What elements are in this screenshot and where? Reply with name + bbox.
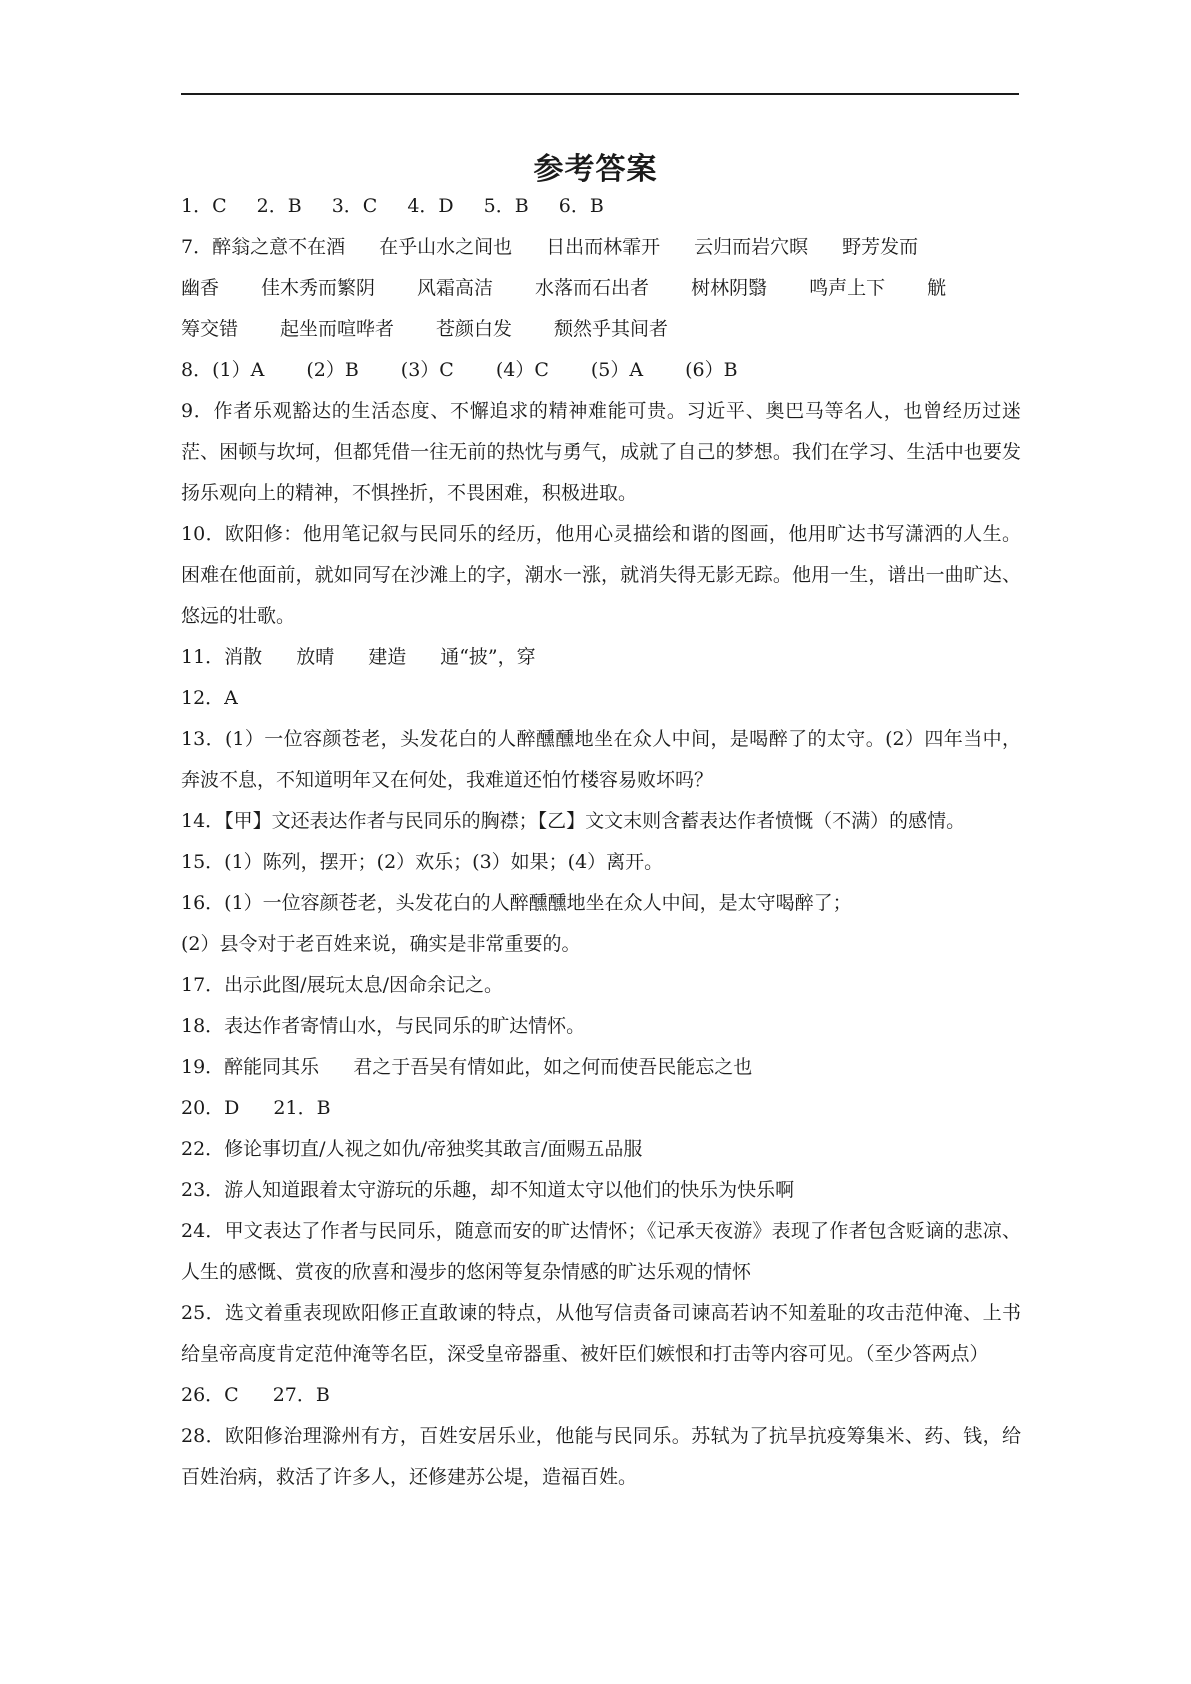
answer-20-21: [181, 1088, 1021, 1129]
answer-7-part: 日出而林霏开: [546, 236, 661, 258]
answer-7-part: 起坐而喧哗者: [280, 318, 395, 340]
answer-21: 21．B: [273, 1097, 331, 1119]
answer-7: [181, 227, 1021, 268]
answer-7-part: 在乎山水之间也: [379, 236, 513, 258]
answer-24: 24．甲文表达了作者与民同乐，随意而安的旷达情怀；《记承天夜游》表现了作者包含贬谪的悲凉、人生的感慨、赏夜的欣喜和漫步的悠闲等复杂情感的旷达乐观的情怀: [181, 1220, 1021, 1283]
answer-7-line3: [181, 309, 1021, 350]
answer-19-part: 19．醉能同其乐: [181, 1056, 320, 1078]
answer-8-part: (3）C: [400, 359, 454, 381]
answer-26: 26．C: [181, 1384, 239, 1406]
answer-28: 28．欧阳修治理滁州有方，百姓安居乐业，他能与民同乐。苏轼为了抗旱抗疫筹集米、药、钱，给百姓治病，救活了许多人，还修建苏公堤，造福百姓。: [181, 1425, 1021, 1488]
answer-5: 5．B: [483, 195, 529, 217]
answer-22: 22．修论事切直/人视之如仇/帝独奖其敢言/面赐五品服: [181, 1138, 643, 1160]
answer-11-part: 通“披”，穿: [440, 646, 536, 668]
answer-7-part: 风霜高洁: [417, 277, 494, 299]
answer-11-part: 11．消散: [181, 646, 263, 668]
answer-8: [181, 350, 1021, 391]
answer-20: 20．D: [181, 1097, 240, 1119]
answer-13: 13．(1）一位容颜苍老，头发花白的人醉醺醺地坐在众人中间，是喝醉了的太守。(2）四年当中，奔波不息，不知道明年又在何处，我难道还怕竹楼容易败坏吗？: [181, 728, 1021, 791]
answer-16-part1: 16．(1）一位容颜苍老，头发花白的人醉醺醺地坐在众人中间，是太守喝醉了；: [181, 892, 852, 914]
header-rule: [181, 93, 1019, 95]
answer-8-part: (5）A: [590, 359, 644, 381]
answer-7-part: 野芳发而: [842, 236, 919, 258]
answer-7-part: 树林阴翳: [691, 277, 768, 299]
answer-16-part2: (2）县令对于老百姓来说，确实是非常重要的。: [181, 933, 581, 955]
answer-8-part: (6）B: [685, 359, 738, 381]
answer-12: 12．A: [181, 687, 238, 709]
answer-7-part: 水落而石出者: [535, 277, 650, 299]
answer-26-27: [181, 1375, 1021, 1416]
answer-7-part: 筹交错: [181, 318, 239, 340]
answer-3: 3．C: [331, 195, 378, 217]
answer-8-part: (4）C: [495, 359, 549, 381]
answer-1-6: [181, 186, 1021, 227]
answer-7-part: 觥: [927, 277, 947, 299]
answer-7-part: 鸣声上下: [809, 277, 886, 299]
answer-18: 18．表达作者寄情山水，与民同乐的旷达情怀。: [181, 1015, 586, 1037]
answer-23: 23．游人知道跟着太守游玩的乐趣，却不知道太守以他们的快乐为快乐啊: [181, 1179, 795, 1201]
answer-1: 1．C: [181, 195, 227, 217]
answer-7-part: 幽香: [181, 277, 220, 299]
answer-11-part: 建造: [368, 646, 407, 668]
answer-11: [181, 637, 1021, 678]
answer-7-part: 苍颜白发: [436, 318, 513, 340]
answer-8-part: 8．(1）A: [181, 359, 265, 381]
answer-15: 15．(1）陈列，摆开；(2）欢乐；(3）如果；(4）离开。: [181, 851, 664, 873]
answer-25: 25．选文着重表现欧阳修正直敢谏的特点，从他写信责备司谏高若讷不知羞耻的攻击范仲淹、上书给皇帝高度肯定范仲淹等名臣，深受皇帝器重、被奸臣们嫉恨和打击等内容可见。（至少答两点）: [181, 1302, 1021, 1365]
answer-27: 27．B: [272, 1384, 330, 1406]
answer-6: 6．B: [558, 195, 604, 217]
page-title: 参考答案: [533, 152, 658, 187]
answer-17: 17．出示此图/展玩太息/因命余记之。: [181, 974, 503, 996]
answer-9: 9．作者乐观豁达的生活态度、不懈追求的精神难能可贵。习近平、奥巴马等名人，也曾经历过迷茫、困顿与坎坷，但都凭借一往无前的热忱与勇气，成就了自己的梦想。我们在学习、生活中也要发扬乐观向上的精神，不惧挫折，不畏困难，积极进取。: [181, 400, 1021, 504]
answer-14: 14．【甲】文还表达作者与民同乐的胸襟；【乙】文文末则含蓄表达作者愤慨（不满）的感情。: [181, 810, 966, 832]
answer-19: [181, 1047, 1021, 1088]
answer-4: 4．D: [407, 195, 454, 217]
answer-7-part: 佳木秀而繁阴: [261, 277, 376, 299]
answer-10: 10．欧阳修：他用笔记叙与民同乐的经历，他用心灵描绘和谐的图画，他用旷达书写潇洒的人生。困难在他面前，就如同写在沙滩上的字，潮水一涨，就消失得无影无踪。他用一生，谱出一曲旷达、悠远的壮歌。: [181, 523, 1021, 627]
answer-7-part: 云归而岩穴暝: [694, 236, 809, 258]
answer-8-part: (2）B: [306, 359, 359, 381]
answer-7-part: 7．醉翁之意不在酒: [181, 236, 346, 258]
answer-7-line2: [181, 268, 1021, 309]
answer-19-part: 君之于吾吴有情如此，如之何而使吾民能忘之也: [353, 1056, 753, 1078]
answer-7-part: 颓然乎其间者: [554, 318, 669, 340]
answer-list: [181, 186, 1021, 1498]
answer-2: 2．B: [256, 195, 302, 217]
answer-11-part: 放晴: [296, 646, 335, 668]
